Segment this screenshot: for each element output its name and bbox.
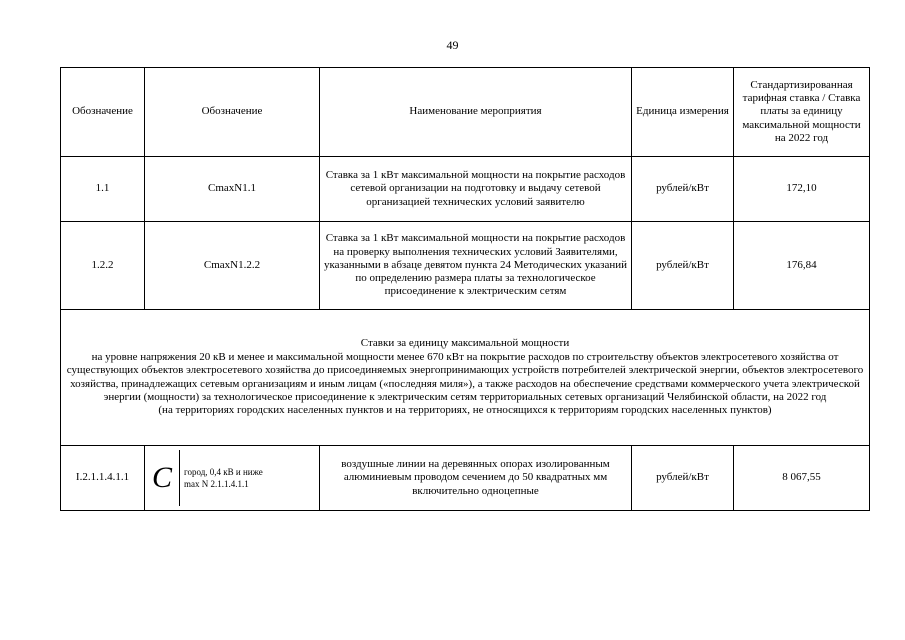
row-measure-name: Ставка за 1 кВт максимальной мощности на покрытие расходов на проверку выполнения технических условий Заявителями, указанными в абзаце девятом пункта 24 Методических указаний по определению размера платы за технологическое присоединение к электрическим сетям [320,222,632,310]
formula-subscript-line1: город, 0,4 кВ и ниже [184,467,263,477]
formula-subscript [179,450,263,506]
header-designation-2: Обозначение [145,68,320,157]
section-body: на уровне напряжения 20 кВ и менее и максимальной мощности менее 670 кВт на покрытие расходов по строительству объектов электросетевого хозяйства от существующих объектов электросетевого хозяйства до присоединяемых энергопринимающих устройств потребителей электрической энергии, объектов электросетевого хозяйства, принадлежащих сетевым организациям и иным лицам («последняя миля»), а также расходов на обеспечение средствами коммерческого учета электрической энергии (мощности) за технологическое присоединение к электрическим сетям территориальных сетевых организаций Челябинской области, на 2022 год [66,350,864,403]
section-title: Ставки за единицу максимальной мощности [360,337,570,350]
header-designation-1: Обозначение [61,68,145,157]
table-row [61,222,870,310]
header-measure-name: Наименование мероприятия [320,68,632,157]
tariff-table [60,67,870,511]
row-measure-name: воздушные линии на деревянных опорах изолированным алюминиевым проводом сечением до 50 квадратных мм включительно одноцепные [320,446,632,511]
formula-symbol: C [151,461,172,494]
row-code: 1.1 [61,157,145,222]
row-value: 176,84 [734,222,870,310]
section-note: (на территориях городских населенных пунктов и на территориях, не относящихся к территориям городских населенных пунктов) [158,404,772,417]
row-code: 1.2.2 [61,222,145,310]
row-unit: рублей/кВт [632,222,734,310]
formula-subscript-line2: max N 2.1.1.4.1.1 [184,479,249,489]
section-heading-cell [61,310,870,446]
row-value: 172,10 [734,157,870,222]
table-row [61,446,870,511]
row-unit: рублей/кВт [632,157,734,222]
table-header-row [61,68,870,157]
page-number: 49 [446,38,459,52]
row-code: I.2.1.1.4.1.1 [61,446,145,511]
section-heading-row [61,310,870,446]
header-rate: Стандартизированная тарифная ставка / Ставка платы за единицу максимальной мощности на 2022 год [734,68,870,157]
row-unit: рублей/кВт [632,446,734,511]
row-symbol: CmaxN1.1 [145,157,320,222]
row-value: 8 067,55 [734,446,870,511]
table-row [61,157,870,222]
row-symbol: CmaxN1.2.2 [145,222,320,310]
row-symbol-cell [145,446,320,511]
row-measure-name: Ставка за 1 кВт максимальной мощности на покрытие расходов сетевой организации на подготовку и выдачу сетевой организацией технических условий заявителю [320,157,632,222]
header-unit: Единица измерения [632,68,734,157]
